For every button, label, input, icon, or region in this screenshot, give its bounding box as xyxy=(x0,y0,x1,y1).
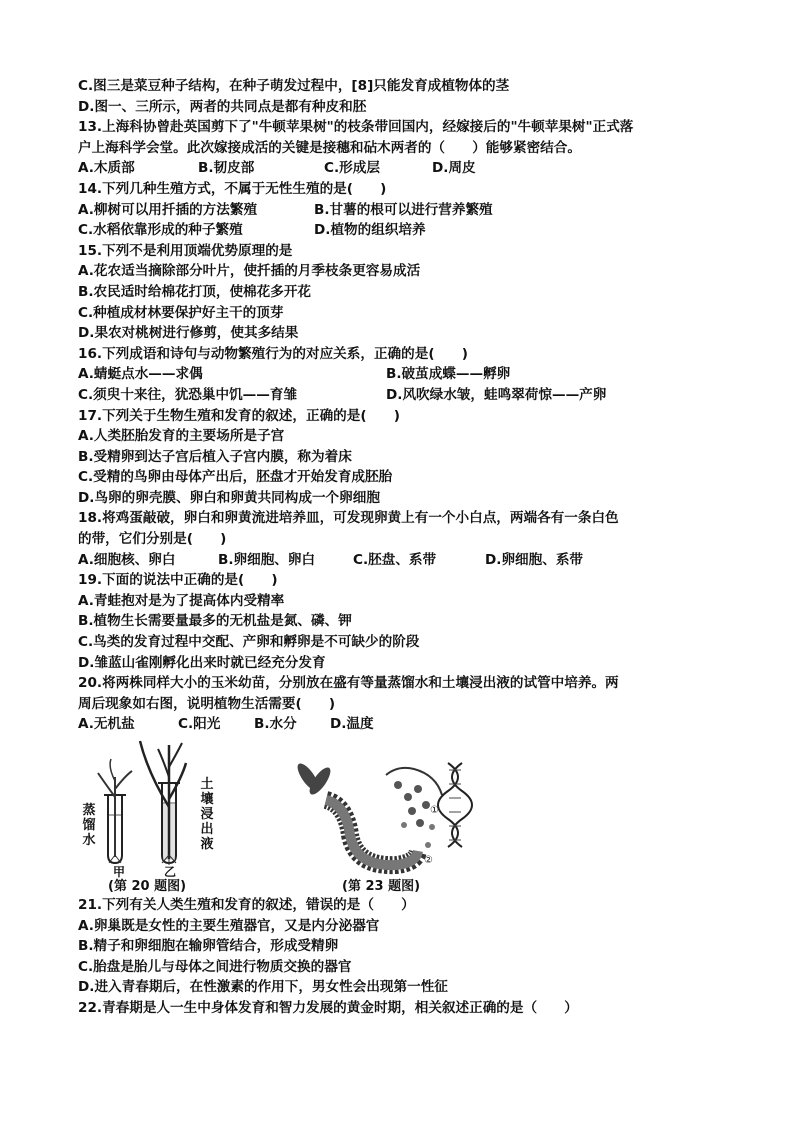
q21-stem: 21.下列有关人类生殖和发育的叙述，错误的是（ ） xyxy=(78,897,415,913)
q20-stem-1: 20.将两株同样大小的玉米幼苗，分别放在盛有等量蒸馏水和土壤浸出液的试管中培养。两 xyxy=(78,675,619,692)
q21-option-c: C.胎盘是胎儿与母体之间进行物质交换的器官 xyxy=(78,958,352,975)
q17-option-b: B.受精卵到达子宫后植入子宫内膜，称为着床 xyxy=(78,448,352,465)
q15-option-c: C.种植成材林要保护好主干的顶芽 xyxy=(78,304,284,321)
q13-stem-1: 13.上海科协曾赴英国剪下了"牛顿苹果树"的枝条带回国内，经嫁接后的"牛顿苹果树"正式落 xyxy=(78,119,634,136)
q13-option-d: D.周皮 xyxy=(432,160,476,177)
q14-option-d: D.植物的组织培养 xyxy=(314,222,426,239)
figure-20-caption: (第 20 题图) xyxy=(108,879,187,894)
q13-option-c: C.形成层 xyxy=(324,160,380,177)
q15-stem: 15.下列不是利用顶端优势原理的是 xyxy=(78,242,293,259)
q16-options-cd xyxy=(78,385,728,406)
q17-stem: 17.下列关于生物生殖和发育的叙述，正确的是( ) xyxy=(78,407,400,424)
q17-option-a: A.人类胚胎发育的主要场所是子宫 xyxy=(78,428,285,445)
q19-option-b: B.植物生长需要量最多的无机盐是氮、磷、钾 xyxy=(78,613,352,630)
q15-option-a: A.花农适当摘除部分叶片，使扦插的月季枝条更容易成活 xyxy=(78,263,421,280)
q22-stem: 22.青春期是人一生中身体发育和智力发展的黄金时期，相关叙述正确的是（ ） xyxy=(78,999,578,1016)
q16-option-c: C.须臾十来往，犹恐巢中饥——育雏 xyxy=(78,386,298,403)
test-tubes-illustration xyxy=(78,737,228,877)
q13-stem-2: 户上海科学会堂。此次嫁接成活的关键是接穗和砧木两者的（ ）能够紧密结合。 xyxy=(78,139,581,156)
option-d-fig13: D.图一、三所示，两者的共同点是都有种皮和胚 xyxy=(78,98,367,115)
marker-2-label: ② xyxy=(424,855,433,866)
q18-option-d: D.卵细胞、系带 xyxy=(485,551,584,568)
q19-option-a: A.青蛙抱对是为了提高体内受精率 xyxy=(78,592,285,609)
q18-option-c: C.胚盘、系带 xyxy=(353,551,437,568)
q14-stem: 14.下列几种生殖方式，不属于无性生殖的是( ) xyxy=(78,180,387,197)
q14-options-ab xyxy=(78,200,728,221)
exam-page xyxy=(78,76,728,1019)
q15-option-b: B.农民适时给棉花打顶，使棉花多开花 xyxy=(78,283,312,300)
figure-23 xyxy=(286,755,476,875)
option-c-fig3: C.图三是菜豆种子结构，在种子萌发过程中，[8]只能发育成植物体的茎 xyxy=(78,78,510,94)
q19-option-c: C.鸟类的发育过程中交配、产卵和孵卵是不可缺少的阶段 xyxy=(78,634,420,651)
q20-stem-2: 周后现象如右图，说明植物生活需要( ) xyxy=(78,695,336,712)
q20-option-b: B.水分 xyxy=(254,716,297,733)
q19-option-d: D.雏蓝山雀刚孵化出来时就已经充分发育 xyxy=(78,654,326,671)
q13-options xyxy=(78,158,728,179)
q20-option-d: D.温度 xyxy=(330,716,374,733)
q17-option-c: C.受精的鸟卵由母体产出后，胚盘才开始发育成胚胎 xyxy=(78,469,393,486)
q16-stem: 16.下列成语和诗句与动物繁殖行为的对应关系，正确的是( ) xyxy=(78,345,468,362)
q21-option-d: D.进入青春期后，在性激素的作用下，男女性会出现第一性征 xyxy=(78,979,448,996)
q13-option-a: A.木质部 xyxy=(78,160,135,177)
q16-options-ab xyxy=(78,364,728,385)
q16-option-a: A.蜻蜓点水——求偶 xyxy=(78,366,203,383)
figure-23-caption: (第 23 题图) xyxy=(342,879,421,894)
soil-extract-label: 土壤浸出液 xyxy=(200,777,214,852)
q13-option-b: B.韧皮部 xyxy=(198,160,255,177)
q20-options xyxy=(78,714,728,735)
q20-option-a: A.无机盐 xyxy=(78,716,135,733)
q18-option-a: A.细胞核、卵白 xyxy=(78,551,176,568)
q14-option-c: C.水稻依靠形成的种子繁殖 xyxy=(78,222,243,239)
marker-1-label: ① xyxy=(430,805,439,816)
q14-options-cd xyxy=(78,220,728,241)
q18-stem-1: 18.将鸡蛋敲破，卵白和卵黄流进培养皿，可发现卵黄上有一个小白点，两端各有一条白色 xyxy=(78,510,619,527)
q15-option-d: D.果农对桃树进行修剪，使其多结果 xyxy=(78,325,299,342)
q21-option-a: A.卵巢既是女性的主要生殖器官，又是内分泌器官 xyxy=(78,917,380,934)
distilled-water-label: 蒸馏水 xyxy=(82,803,96,848)
q20-option-c: C.阳光 xyxy=(178,716,221,733)
q18-stem-2: 的带，它们分别是( ) xyxy=(78,531,227,548)
q16-option-b: B.破茧成蝶——孵卵 xyxy=(386,366,511,383)
q21-option-b: B.精子和卵细胞在输卵管结合，形成受精卵 xyxy=(78,938,339,955)
tube-b-label: 乙 xyxy=(164,865,177,879)
chromosome-dna-illustration xyxy=(286,755,476,875)
q14-option-a: A.柳树可以用扦插的方法繁殖 xyxy=(78,201,258,218)
figures-row xyxy=(78,735,728,895)
q19-stem: 19.下面的说法中正确的是( ) xyxy=(78,572,278,589)
q16-option-d: D.风吹绿水皱，蛙鸣翠荷惊——产卵 xyxy=(386,386,607,403)
q18-option-b: B.卵细胞、卵白 xyxy=(218,551,316,568)
figure-20 xyxy=(78,737,228,877)
q17-option-d: D.鸟卵的卵壳膜、卵白和卵黄共同构成一个卵细胞 xyxy=(78,489,380,506)
q18-options xyxy=(78,550,728,571)
tube-a-label: 甲 xyxy=(113,865,126,879)
q14-option-b: B.甘薯的根可以进行营养繁殖 xyxy=(314,201,493,218)
